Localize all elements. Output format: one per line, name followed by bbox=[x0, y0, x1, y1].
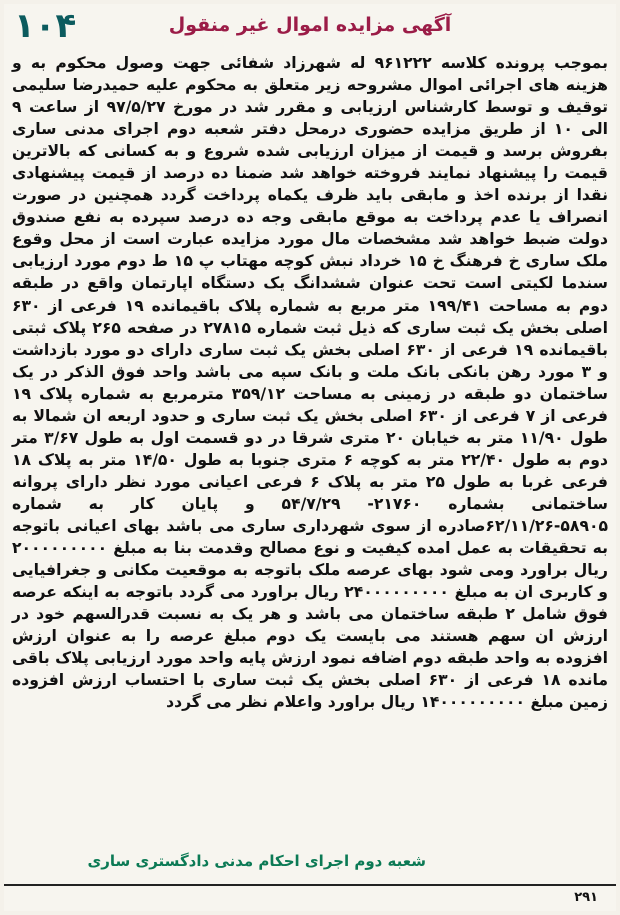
footer-code: ۲۹۱ bbox=[574, 890, 598, 905]
notice-body bbox=[12, 52, 608, 713]
ad-number: ۱۰۴ bbox=[14, 6, 77, 46]
notice-title: آگهی مزایده اموال غیر منقول bbox=[168, 14, 452, 36]
footer-divider bbox=[4, 884, 616, 886]
newspaper-clipping bbox=[4, 4, 616, 911]
issuing-authority: شعبه دوم اجرای احکام مدنی دادگستری ساری bbox=[87, 852, 426, 870]
notice-paragraph: بموجب پرونده کلاسه ۹۶۱۲۲۲ له شهرزاد شفائی جهت وصول محکوم به و هزینه های اجرائی اموال مشروحه زیر متعلق به محکوم علیه حمیدرضا سلیمی توقیف و توسط کارشناس ارزیابی و مقرر شد در مورخ ۹۷/۵/۲۷ از ساعت ۹ الی ۱۰ از طریق مزایده حضوری درمحل دفتر شعبه دوم اجرای مدنی ساری بفروش برسد و قیمت از میزان ارزیابی شده شروع و به کسانی که بالاترین قیمت را پیشنهاد نمایند فروخته خواهد شد ضمنا ده درصد از قیمت پیشنهادی نقدا از برنده اخذ و مابقی باید ظرف یکماه پرداخت گردد همچنین در صورت انصراف یا عدم پرداخت به موقع مابقی وجه ده درصد سپرده به نفع صندوق دولت ضبط خواهد شد مشخصات مال مورد مزایده عبارت است از محل وقوع ملک ساری خ فرهنگ خ ۱۵ خرداد نبش کوچه مهتاب پ ۱۵ ط دوم مورد ارزیابی سندما لکیتی است تحت عنوان ششدانگ یک دستگاه اپارتمان واقع در طبقه دوم به مساحت ۱۹۹/۴۱ متر مربع به شماره پلاک باقیمانده ۱۹ فرعی از ۶۳۰ اصلی بخش یک ثبت ساری که ذیل ثبت شماره ۲۷۸۱۵ در صفحه ۲۶۵ پلاک ثبتی باقیمانده ۱۹ فرعی از ۶۳۰ اصلی بخش یک ثبت ساری دارای دو مورد بازداشت و ۳ مورد رهن بانکی بانک ملت و بانک سپه می باشد واحد فوق الذکر در یک ساختمان دو طبقه در زمینی به مساحت ۳۵۹/۱۲ مترمربع به شماره پلاک ۱۹ فرعی از ۷ فرعی از ۶۳۰ اصلی بخش یک ثبت ساری و حدود اربعه ان شمالا به طول ۱۱/۹۰ متر به خیابان ۲۰ متری شرقا در دو قسمت اول به طول ۳/۶۷ متر دوم به طول ۲۲/۴۰ متر به کوچه ۶ متری جنوبا به طول ۱۴/۵۰ متر به پلاک ۱۸ فرعی غربا به طول ۲۵ متر به پلاک ۶ فرعی اعیانی مورد نظر دارای پروانه ساختمانی بشماره ۲۱۷۶۰- ۵۴/۷/۲۹ و پایان کار به شماره ۵۸۹۰۵-۶۲/۱۱/۲۶صادره از سوی شهرداری ساری می باشد بهای اعیانی باتوجه به تحقیقات به عمل امده کیفیت و نوع مصالح وقدمت بنا به مبلغ ۲۰۰۰۰۰۰۰۰۰ ریال براورد ومی شود بهای عرصه ملک باتوجه به موقعیت مکانی و جغرافیایی و کاربری ان به مبلغ ۲۴۰۰۰۰۰۰۰۰۰ ریال براورد می گردد باتوجه به اینکه عرصه فوق شامل ۲ طبقه ساختمان می باشد و هر یک به نسبت قدرالسهم خود در ارزش ان سهم هستند می بایست یک دوم مبلغ عرصه را به عنوان ارزش افزوده به واحد طبقه دوم اضافه نمود ارزش پایه واحد مورد ارزیابی پلاک باقی مانده ۱۸ فرعی از ۶۳۰ اصلی بخش یک ثبت ساری با احتساب ارزش افزوده زمین مبلغ ۱۴۰۰۰۰۰۰۰۰۰ ریال براورد واعلام نظر می گردد bbox=[12, 54, 609, 712]
